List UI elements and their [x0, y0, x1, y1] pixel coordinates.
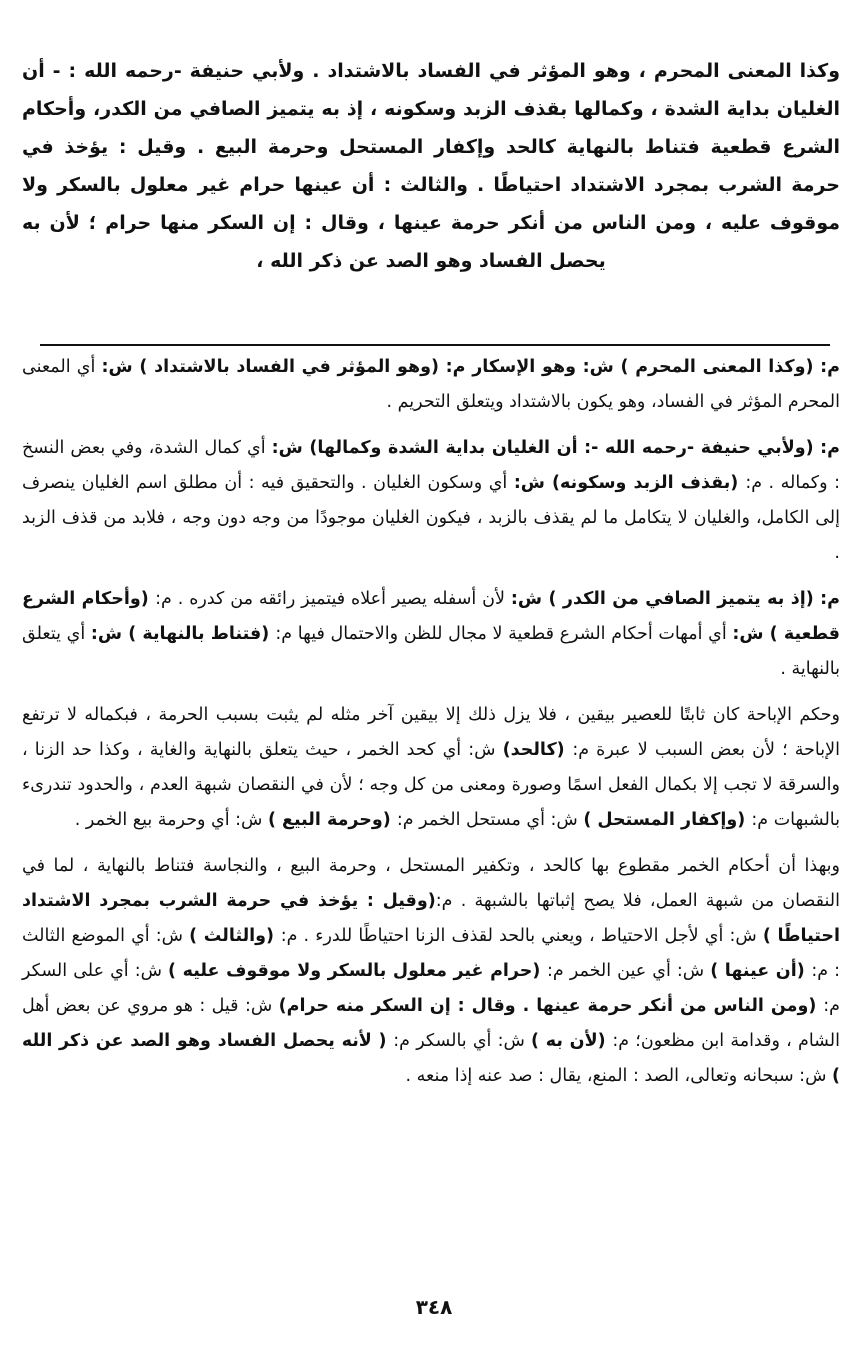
commentary-paragraph-4	[22, 698, 840, 838]
quote-text: (كالحد)	[502, 740, 573, 760]
quote-text: (بقذف الزبد وسكونه) ش:	[513, 473, 746, 493]
quote-text: (حرام غير معلول بالسكر ولا موقوف عليه )	[168, 961, 548, 981]
commentary-text: ش: أي بالسكر م:	[393, 1031, 532, 1051]
quote-text: (أن عينها )	[710, 961, 812, 981]
main-text-paragraph: وكذا المعنى المحرم ، وهو المؤثر في الفساد بالاشتداد . ولأبي حنيفة -رحمه الله : - أن الغليان بداية الشدة ، وكمالها بقذف الزبد وسكونه ، إذ به يتميز الصافي من الكدر، وأحكام الشرع قطعية فتناط بالنهاية كالحد وإكفار المستحل وحرمة البيع . وقيل : يؤخذ في حرمة الشرب بمجرد الاشتداد احتياطًا . والثالث : أن عينها حرام غير معلول بالسكر ولا موقوف عليه ، ومن الناس من أنكر حرمة عينها ، وقال : إن السكر منها حرام ؛ لأن به يحصل الفساد وهو الصد عن ذكر الله ،	[22, 60, 840, 272]
commentary-paragraph-1	[22, 350, 840, 420]
commentary-text: ش: أي الموضع الثالث : م:	[22, 926, 841, 981]
commentary-paragraph-2	[22, 431, 840, 571]
commentary-paragraph-5	[22, 849, 840, 1094]
quote-text: (وحرمة البيع )	[267, 810, 397, 830]
quote-text: (وقيل : يؤخذ في حرمة الشرب بمجرد الاشتداد احتياطًا )	[22, 891, 840, 946]
quote-text: م: (وكذا المعنى المحرم ) ش: وهو الإسكار م: (وهو المؤثر في الفساد بالاشتداد ) ش:	[101, 357, 840, 377]
quote-text: ( لأنه يحصل الفساد وهو الصد عن ذكر الله )	[22, 1031, 840, 1086]
quote-text: م: (إذ به يتميز الصافي من الكدر ) ش:	[510, 589, 840, 609]
quote-text: (لأن به )	[531, 1031, 613, 1051]
quote-text: (فتناط بالنهاية ) ش:	[90, 624, 276, 644]
quote-text: (ومن الناس من أنكر حرمة عينها . وقال : إن السكر منه حرام)	[278, 996, 824, 1016]
commentary-text: أي أمهات أحكام الشرع قطعية لا مجال للظن والاحتمال فيها م:	[275, 624, 733, 644]
commentary-text: لأن أسفله يصير أعلاه فيتميز رائقه من كدره . م:	[155, 589, 511, 609]
commentary-text: أي يتعلق بالنهاية .	[22, 624, 840, 679]
commentary-text: ش: أي مستحل الخمر م:	[396, 810, 584, 830]
commentary-text: وبهذا أن أحكام الخمر مقطوع بها كالحد ، وتكفير المستحل ، وحرمة البيع ، والنجاسة فتناط بالنهاية ، لما في النقصان من شبهة العمل، فلا يصح إثباتها بالشبهة . م:	[22, 856, 840, 911]
commentary-text: ش: قيل : هو مروي عن بعض أهل الشام ، وقدامة ابن مظعون؛ م:	[22, 996, 840, 1051]
commentary-block	[22, 350, 840, 1105]
separator-line	[40, 344, 830, 346]
commentary-text: ش: أي كحد الخمر ، حيث يتعلق بالنهاية والغاية ، وكذا حد الزنا ، والسرقة لا تجب إلا بكمال الفعل اسمًا وصورة ومعنى من كل وجه ؛ لأن في النقصان شبهة العدم ، والحدود تندرىء بالشبهات م:	[22, 740, 840, 830]
commentary-paragraph-3	[22, 582, 840, 687]
page-number: ٣٤٨	[415, 1295, 453, 1319]
commentary-text: ش: أي لأجل الاحتياط ، ويعني بالحد لقذف الزنا احتياطًا للدرء . م:	[280, 926, 763, 946]
commentary-text: ش: سبحانه وتعالى، الصد : المنع، يقال : صد عنه إذا منعه .	[405, 1066, 832, 1086]
commentary-text: وحكم الإباحة كان ثابتًا للعصير بيقين ، فلا يزل ذلك إلا بيقين آخر مثله لم يثبت بسبب الحرمة ، فبكماله لا ترتفع الإباحة ؛ لأن بعض السبب لا عبرة م:	[22, 705, 840, 760]
quote-text: م: (ولأبي حنيفة -رحمه الله -: أن الغليان بداية الشدة وكمالها) ش:	[271, 438, 840, 458]
quote-text: (والثالث )	[189, 926, 281, 946]
commentary-text: ش: أي وحرمة بيع الخمر .	[74, 810, 268, 830]
commentary-text: أي كمال الشدة، وفي بعض النسخ : وكماله . م:	[22, 438, 841, 493]
commentary-text: ش: أي على السكر م:	[22, 961, 840, 1016]
quote-text: (وأحكام الشرع قطعية ) ش:	[22, 589, 840, 644]
commentary-text: ش: أي عين الخمر م:	[547, 961, 711, 981]
commentary-text: أي المعنى المحرم المؤثر في الفساد، وهو يكون بالاشتداد ويتعلق التحريم .	[22, 357, 840, 412]
quote-text: (وإكفار المستحل )	[583, 810, 752, 830]
main-text-block	[22, 52, 840, 280]
commentary-text: أي وسكون الغليان . والتحقيق فيه : أن مطلق اسم الغليان ينصرف إلى الكامل، والغليان لا يتكامل ما لم يقذف بالزبد ، فيكون الغليان موجودًا من وجه دون وجه ، فلابد من قذف الزبد .	[22, 473, 840, 563]
